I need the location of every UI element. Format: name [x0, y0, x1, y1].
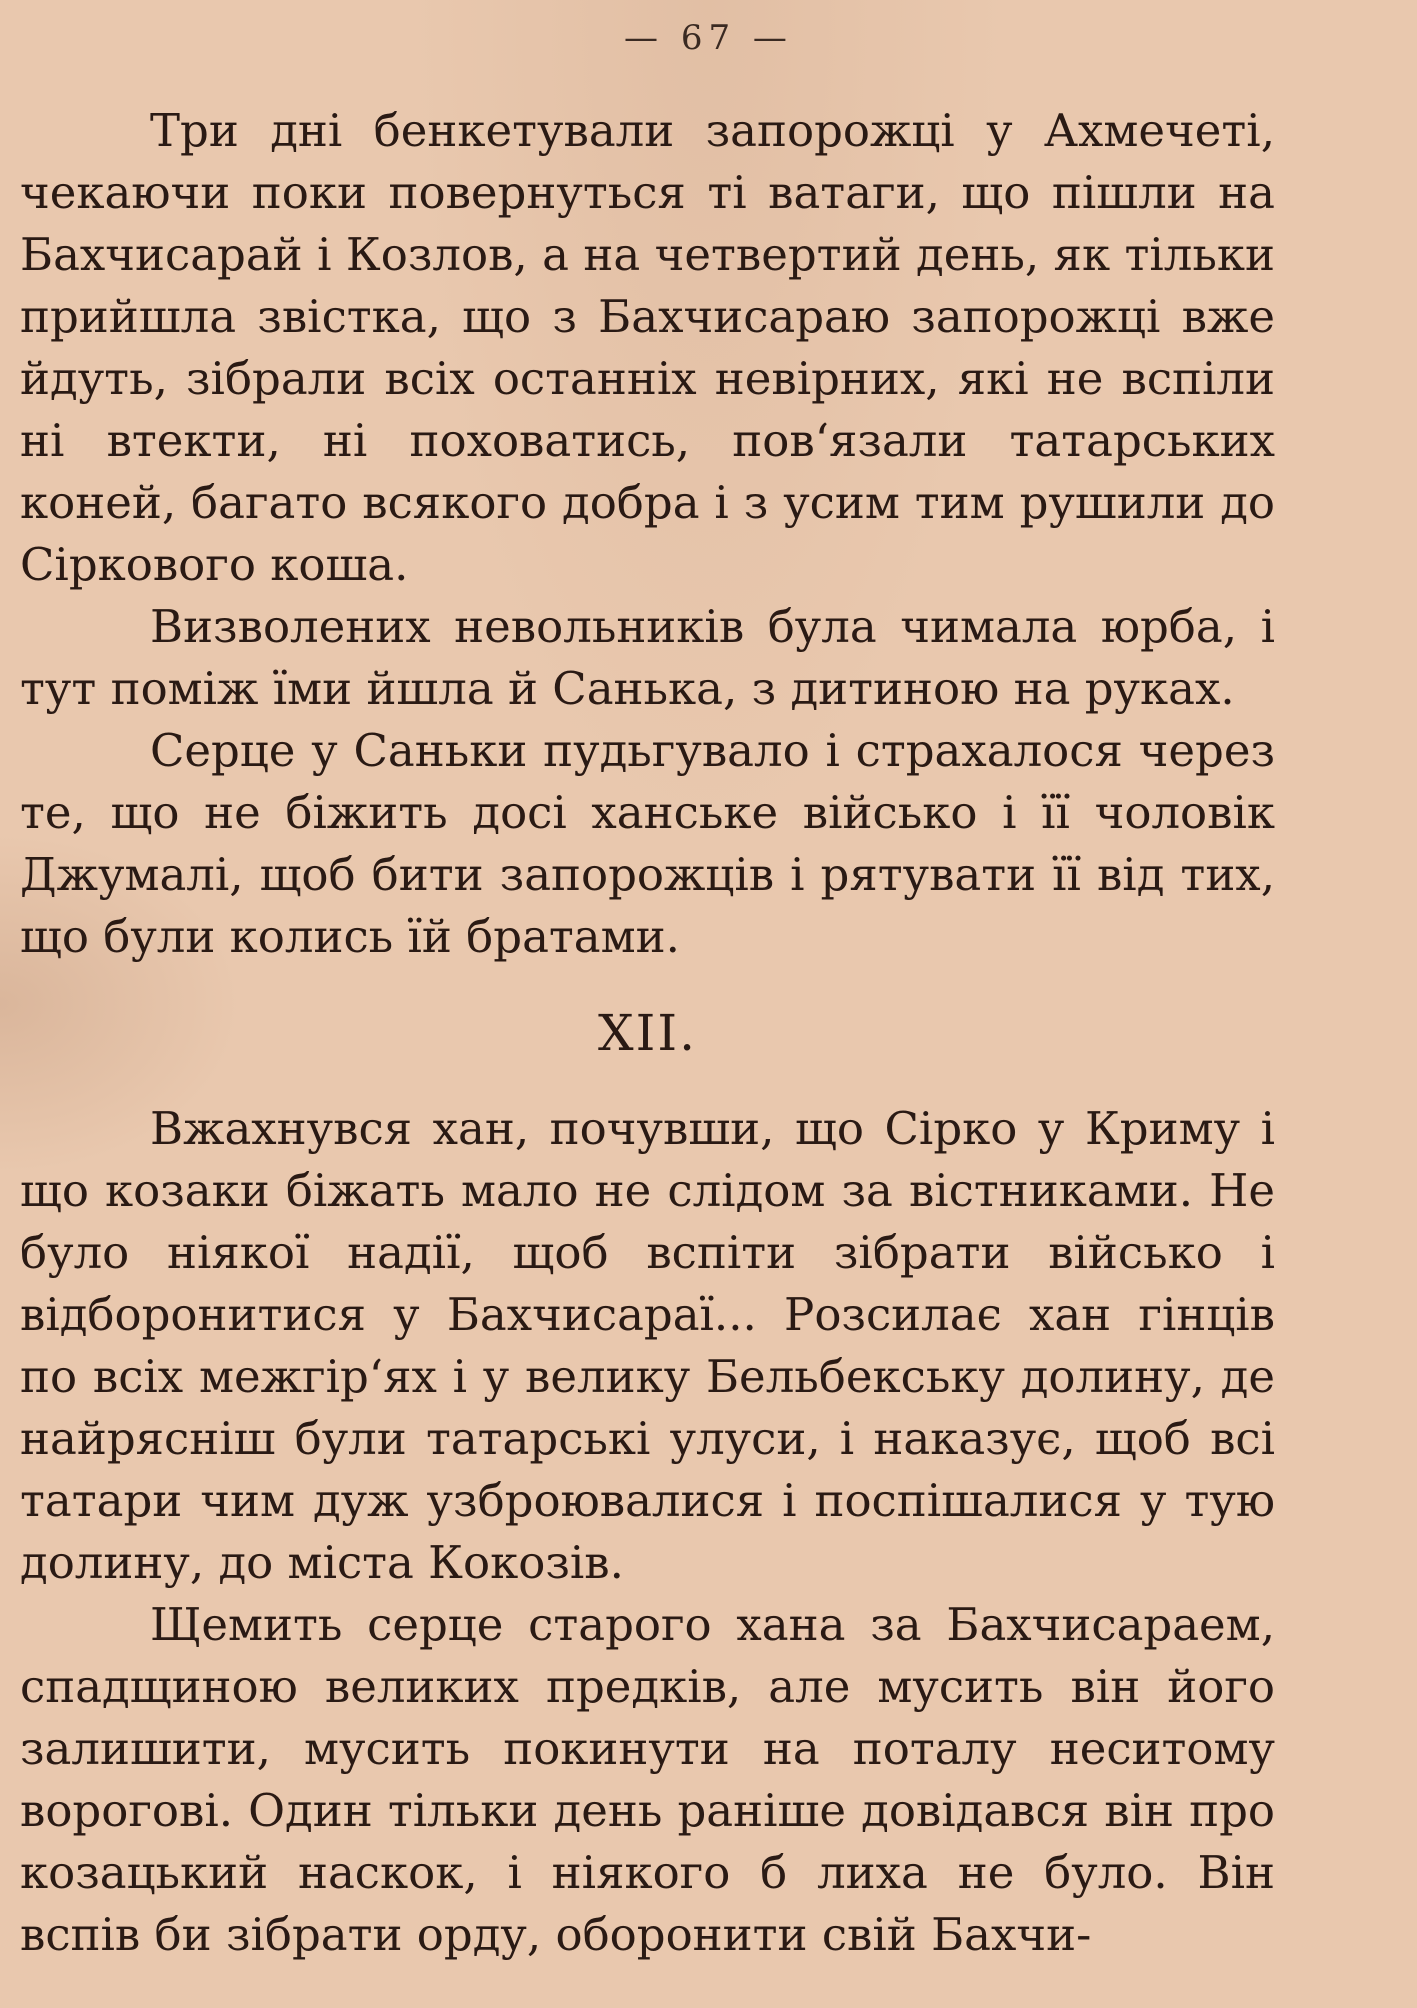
page-number: — 67 — — [624, 18, 793, 58]
paragraph-1: Три дні бенкетували запорожці у Ахмечеті, чекаючи поки повернуться ті ватаги, що пішли на Бахчисарай і Козлов, а на четвертий день, як тільки прийшла звістка, що з Бахчисараю запорожці вже йдуть, зібрали всіх останніх невірних, які не вспіли ні втекти, ні поховатись, пов‘язали татарських коней, багато всякого добра і з усим тим рушили до Сіркового коша. — [20, 104, 1275, 591]
paragraph-2: Визволених невольників була чимала юрба, і тут поміж їми йшла й Санька, з дитиною на руках. — [20, 600, 1275, 715]
chapter-heading: XII. — [598, 1004, 697, 1062]
paragraph-3: Серце у Саньки пудьгувало і страхалося через те, що не біжить досі ханське військо і її чоловік Джумалі, щоб бити запорожців і рятувати її від тих, що були колись їй братами. — [20, 724, 1275, 963]
page-body — [20, 100, 1275, 1966]
paragraph-4: Вжахнувся хан, почувши, що Сірко у Криму і що козаки біжать мало не слідом за вістниками. Не було ніякої надії, щоб вспіти зібрати військо і відборонитися у Бахчисараї... Розсилає хан гінців по всіх межгір‘ях і у велику Бельбекську долину, де найрясніш були татарські улуси, і наказує, щоб всі татари чим дуж узброювалися і поспішалися у тую долину, до міста Кокозів. — [20, 1102, 1275, 1589]
paragraph-5: Щемить серце старого хана за Бахчисараем, спадщиною великих предків, але мусить він його залишити, мусить покинути на поталу неситому ворогові. Один тільки день раніше довідався він про козацький наскок, і ніякого б лиха не було. Він вспів би зібрати орду, оборонити свій Бахчи- — [20, 1598, 1275, 1961]
